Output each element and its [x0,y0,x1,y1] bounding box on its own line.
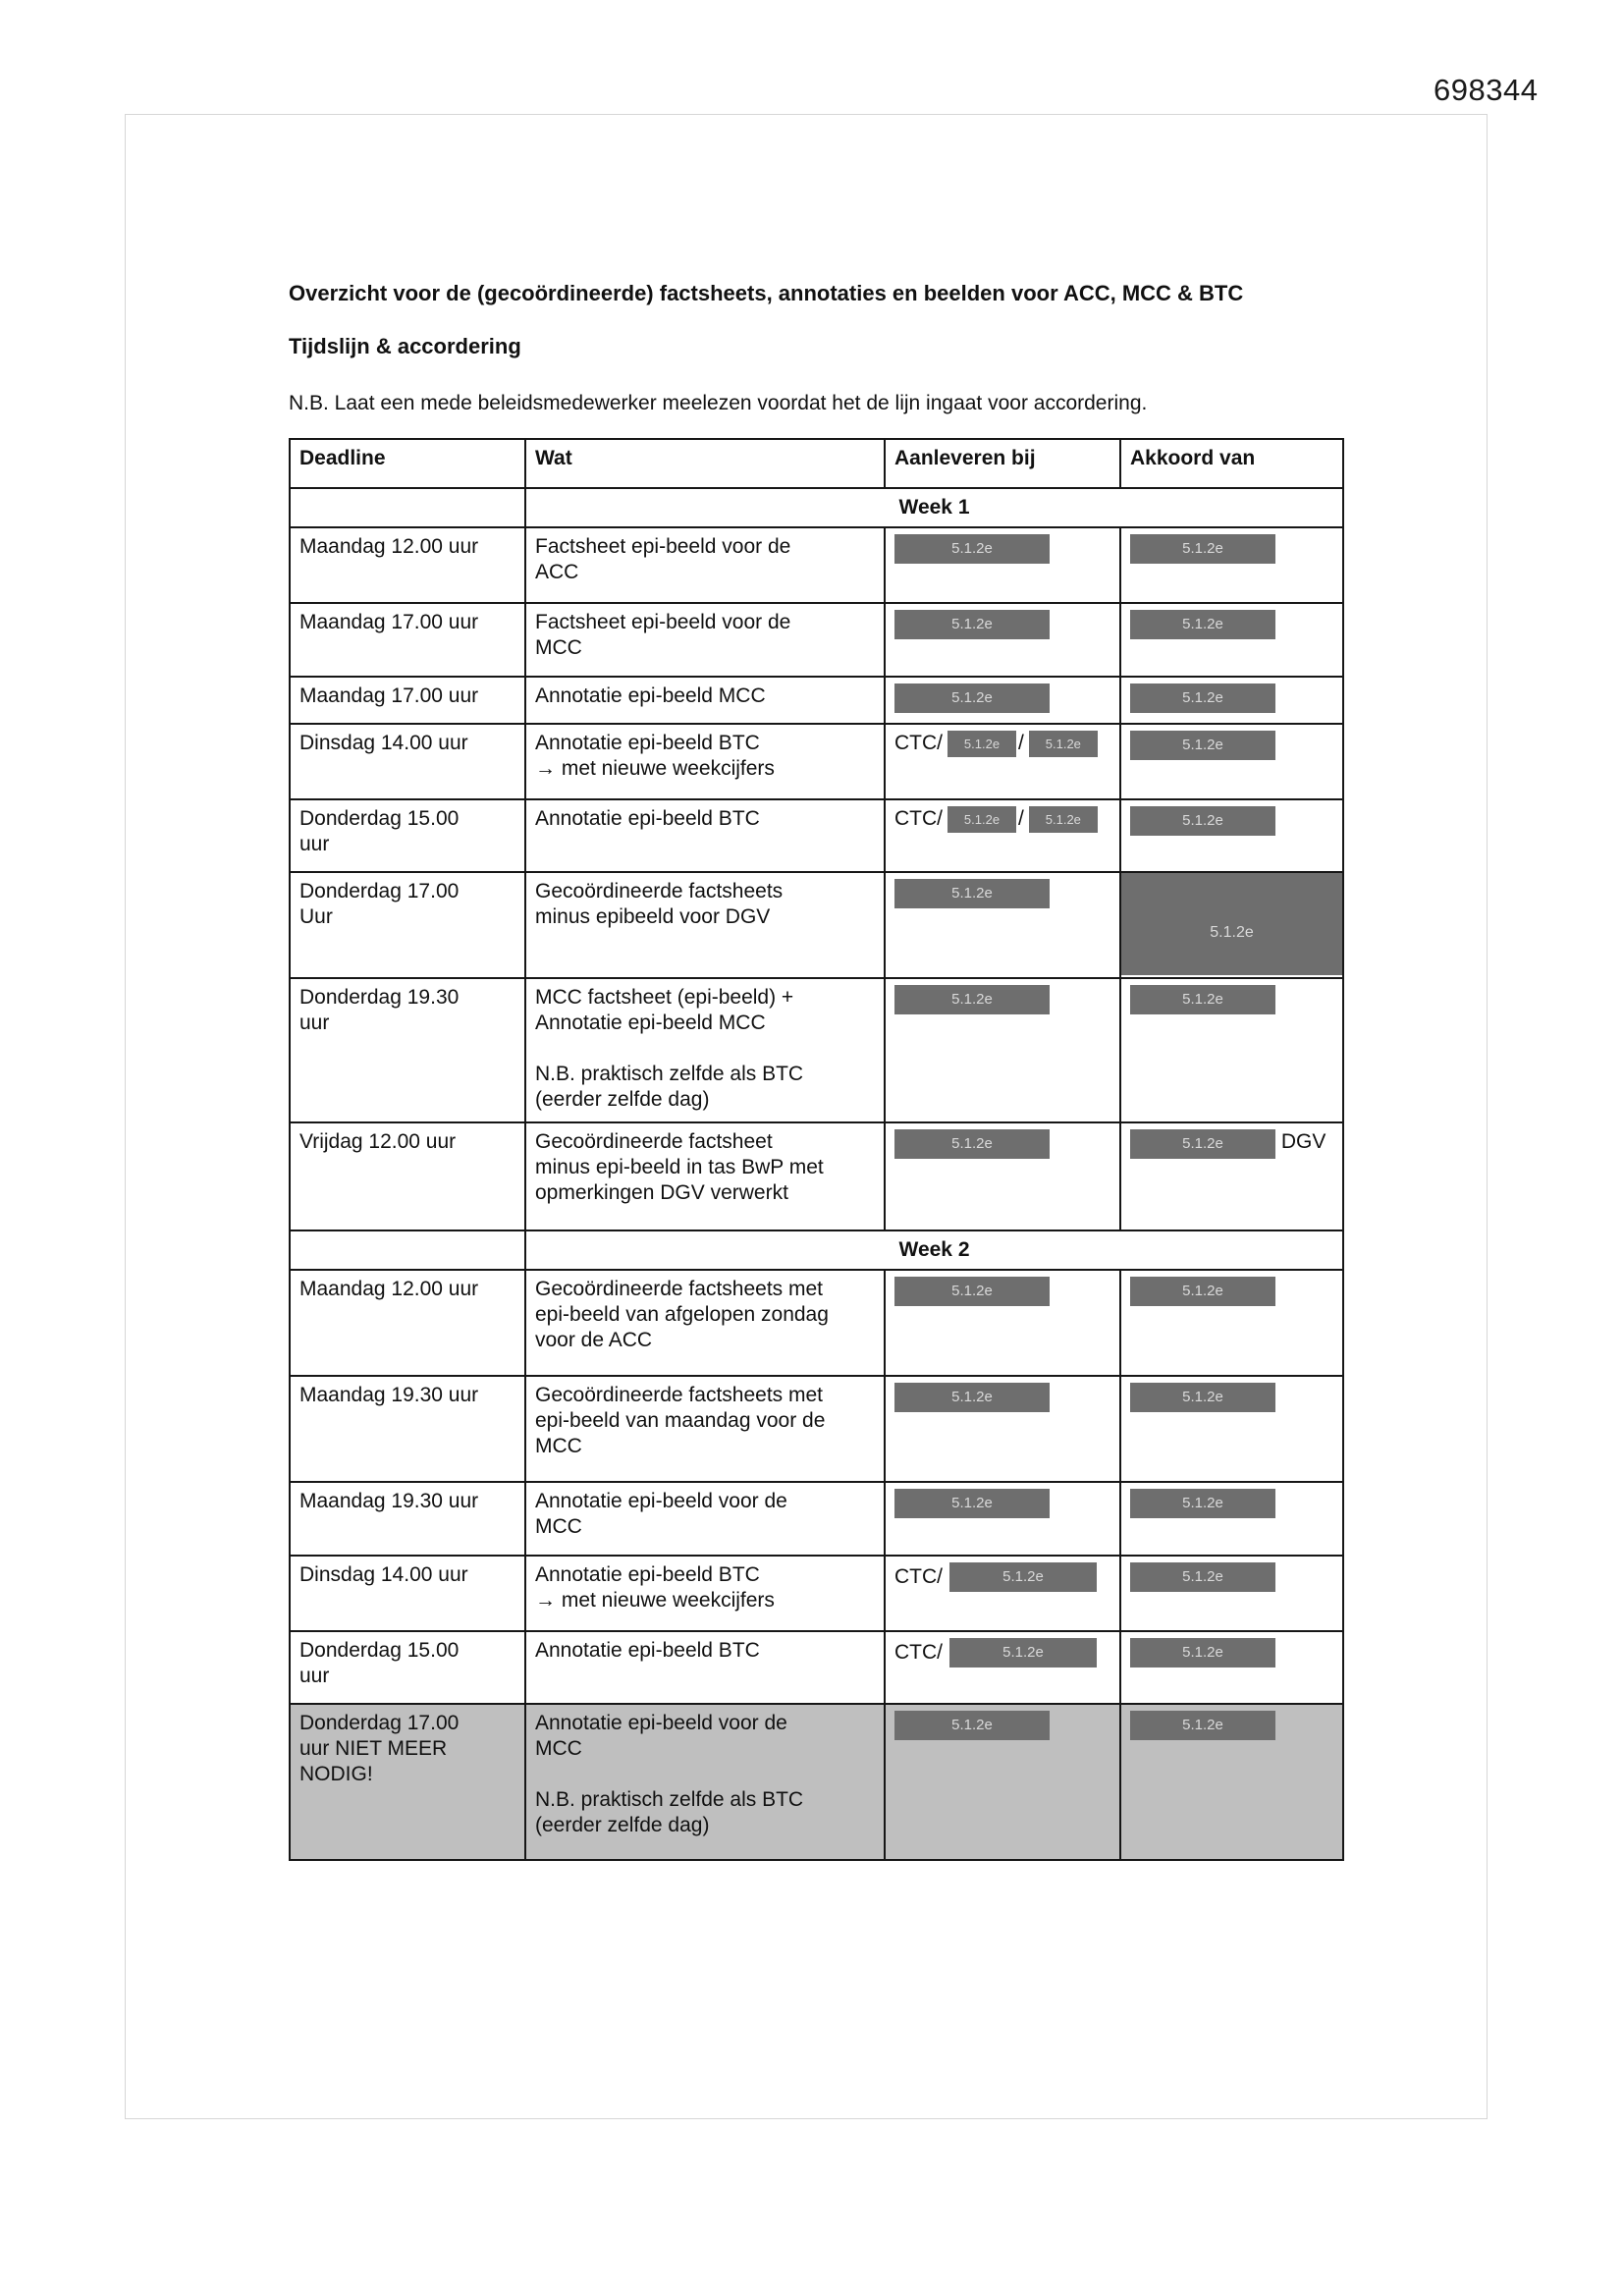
aanleveren-cell [885,724,1120,799]
redaction-box: 5.1.2e [1130,683,1275,713]
document-content [289,279,1354,1861]
aanleveren-text: CTC/ [894,1640,943,1664]
redaction-box: 5.1.2e [1130,610,1275,639]
redaction-box: 5.1.2e [894,1383,1050,1412]
redaction-box: 5.1.2e [949,1562,1097,1592]
table-row [290,799,1343,872]
deadline-cell: Donderdag 17.00 Uur [290,872,525,978]
wat-cell: Annotatie epi-beeld voor de MCC [525,1482,885,1556]
akkoord-cell [1120,1270,1343,1376]
document-number: 698344 [1434,73,1539,107]
table-row-struck [290,1704,1343,1860]
deadline-cell: Vrijdag 12.00 uur [290,1122,525,1230]
aanleveren-text: CTC/ [894,732,943,755]
redaction-box: 5.1.2e [947,806,1016,833]
deadline-cell: Maandag 19.30 uur [290,1376,525,1482]
week-1-row [290,488,1343,527]
redaction-box: 5.1.2e [949,1638,1097,1667]
deadline-cell: Dinsdag 14.00 uur [290,724,525,799]
aanleveren-text: CTC/ [894,807,943,831]
aanleveren-cell [885,1376,1120,1482]
akkoord-cell [1120,799,1343,872]
wat-cell: MCC factsheet (epi-beeld) + Annotatie epi-beeld MCC N.B. praktisch zelfde als BTC (eerder zelfde dag) [525,978,885,1122]
table-row [290,1482,1343,1556]
redaction-box: 5.1.2e [894,1711,1050,1740]
redaction-box: 5.1.2e [1130,1383,1275,1412]
aanleveren-cell [885,1704,1120,1860]
redaction-box: 5.1.2e [894,1129,1050,1159]
redaction-box: 5.1.2e [1130,1562,1275,1592]
akkoord-cell [1120,1376,1343,1482]
redaction-box: 5.1.2e [1130,985,1275,1014]
akkoord-cell [1120,978,1343,1122]
aanleveren-cell [885,1556,1120,1631]
aanleveren-separator: / [1018,807,1024,831]
aanleveren-separator: / [1018,732,1024,755]
deadline-cell: Donderdag 17.00 uur NIET MEER NODIG! [290,1704,525,1860]
deadline-cell: Dinsdag 14.00 uur [290,1556,525,1631]
redaction-box: 5.1.2e [894,879,1050,908]
aanleveren-cell [885,527,1120,603]
redaction-box: 5.1.2e [894,610,1050,639]
redaction-box: 5.1.2e [1130,806,1275,836]
deadline-cell: Maandag 12.00 uur [290,527,525,603]
redaction-box-large: 5.1.2e [1121,873,1342,975]
week-2-label: Week 2 [525,1230,1343,1270]
akkoord-cell [1120,1631,1343,1704]
redaction-box: 5.1.2e [894,534,1050,564]
redaction-box: 5.1.2e [1029,806,1098,833]
redaction-box: 5.1.2e [894,985,1050,1014]
deadline-cell: Maandag 17.00 uur [290,603,525,677]
akkoord-cell [1120,724,1343,799]
akkoord-cell [1120,1704,1343,1860]
table-row [290,978,1343,1122]
aanleveren-text: CTC/ [894,1564,943,1588]
redaction-box: 5.1.2e [894,1277,1050,1306]
wat-cell: Annotatie epi-beeld voor de MCC N.B. praktisch zelfde als BTC (eerder zelfde dag) [525,1704,885,1860]
aanleveren-cell [885,603,1120,677]
week-1-label: Week 1 [525,488,1343,527]
redaction-box: 5.1.2e [894,1489,1050,1518]
deadline-cell: Maandag 19.30 uur [290,1482,525,1556]
deadline-cell: Donderdag 15.00 uur [290,799,525,872]
wat-cell: Gecoördineerde factsheets minus epibeeld voor DGV [525,872,885,978]
redaction-box: 5.1.2e [1130,1129,1275,1159]
akkoord-cell [1120,872,1343,978]
table-row [290,677,1343,724]
table-row [290,527,1343,603]
aanleveren-cell [885,1270,1120,1376]
wat-cell: Gecoördineerde factsheets met epi-beeld van afgelopen zondag voor de ACC [525,1270,885,1376]
akkoord-cell [1120,677,1343,724]
wat-cell: Annotatie epi-beeld BTC → met nieuwe weekcijfers [525,1556,885,1631]
wat-cell: Factsheet epi-beeld voor de MCC [525,603,885,677]
col-header-wat: Wat [525,439,885,488]
note-text: N.B. Laat een mede beleidsmedewerker meelezen voordat het de lijn ingaat voor accordering. [289,392,1148,414]
wat-cell: Factsheet epi-beeld voor de ACC [525,527,885,603]
wat-cell: Annotatie epi-beeld BTC [525,799,885,872]
deadline-cell: Donderdag 19.30 uur [290,978,525,1122]
aanleveren-cell [885,872,1120,978]
redaction-box: 5.1.2e [1029,731,1098,757]
akkoord-cell [1120,1556,1343,1631]
table-row [290,1270,1343,1376]
redaction-box: 5.1.2e [1130,1277,1275,1306]
aanleveren-cell [885,1122,1120,1230]
aanleveren-cell [885,1631,1120,1704]
wat-cell: Annotatie epi-beeld MCC [525,677,885,724]
wat-cell: Gecoördineerde factsheet minus epi-beeld in tas BwP met opmerkingen DGV verwerkt [525,1122,885,1230]
aanleveren-cell [885,978,1120,1122]
wat-cell: Gecoördineerde factsheets met epi-beeld van maandag voor de MCC [525,1376,885,1482]
akkoord-cell [1120,1122,1343,1230]
section-heading: Tijdslijn & accordering [289,334,521,358]
week-2-row [290,1230,1343,1270]
col-header-deadline: Deadline [290,439,525,488]
table-row [290,1122,1343,1230]
redaction-box: 5.1.2e [1130,731,1275,760]
aanleveren-cell [885,677,1120,724]
table-row [290,872,1343,978]
akkoord-cell [1120,603,1343,677]
week-row-empty-cell [290,488,525,527]
document-title: Overzicht voor de (gecoördineerde) factsheets, annotaties en beelden voor ACC, MCC & BTC [289,281,1244,305]
akkoord-cell [1120,527,1343,603]
table-row [290,724,1343,799]
table-row [290,603,1343,677]
redaction-box: 5.1.2e [1130,1489,1275,1518]
table-row [290,1556,1343,1631]
akkoord-cell [1120,1482,1343,1556]
deadline-cell: Donderdag 15.00 uur [290,1631,525,1704]
aanleveren-cell [885,799,1120,872]
aanleveren-cell [885,1482,1120,1556]
table-row [290,1631,1343,1704]
wat-cell: Annotatie epi-beeld BTC → met nieuwe weekcijfers [525,724,885,799]
table-header-row [290,439,1343,488]
deadline-cell: Maandag 12.00 uur [290,1270,525,1376]
redaction-box: 5.1.2e [1130,1638,1275,1667]
akkoord-text: DGV [1280,1130,1326,1153]
redaction-box: 5.1.2e [947,731,1016,757]
redaction-box: 5.1.2e [894,683,1050,713]
table-row [290,1376,1343,1482]
redaction-box: 5.1.2e [1130,534,1275,564]
week-row-empty-cell [290,1230,525,1270]
deadline-cell: Maandag 17.00 uur [290,677,525,724]
wat-cell: Annotatie epi-beeld BTC [525,1631,885,1704]
redaction-box: 5.1.2e [1130,1711,1275,1740]
col-header-aanleveren: Aanleveren bij [885,439,1120,488]
schedule-table [289,438,1344,1861]
col-header-akkoord: Akkoord van [1120,439,1343,488]
